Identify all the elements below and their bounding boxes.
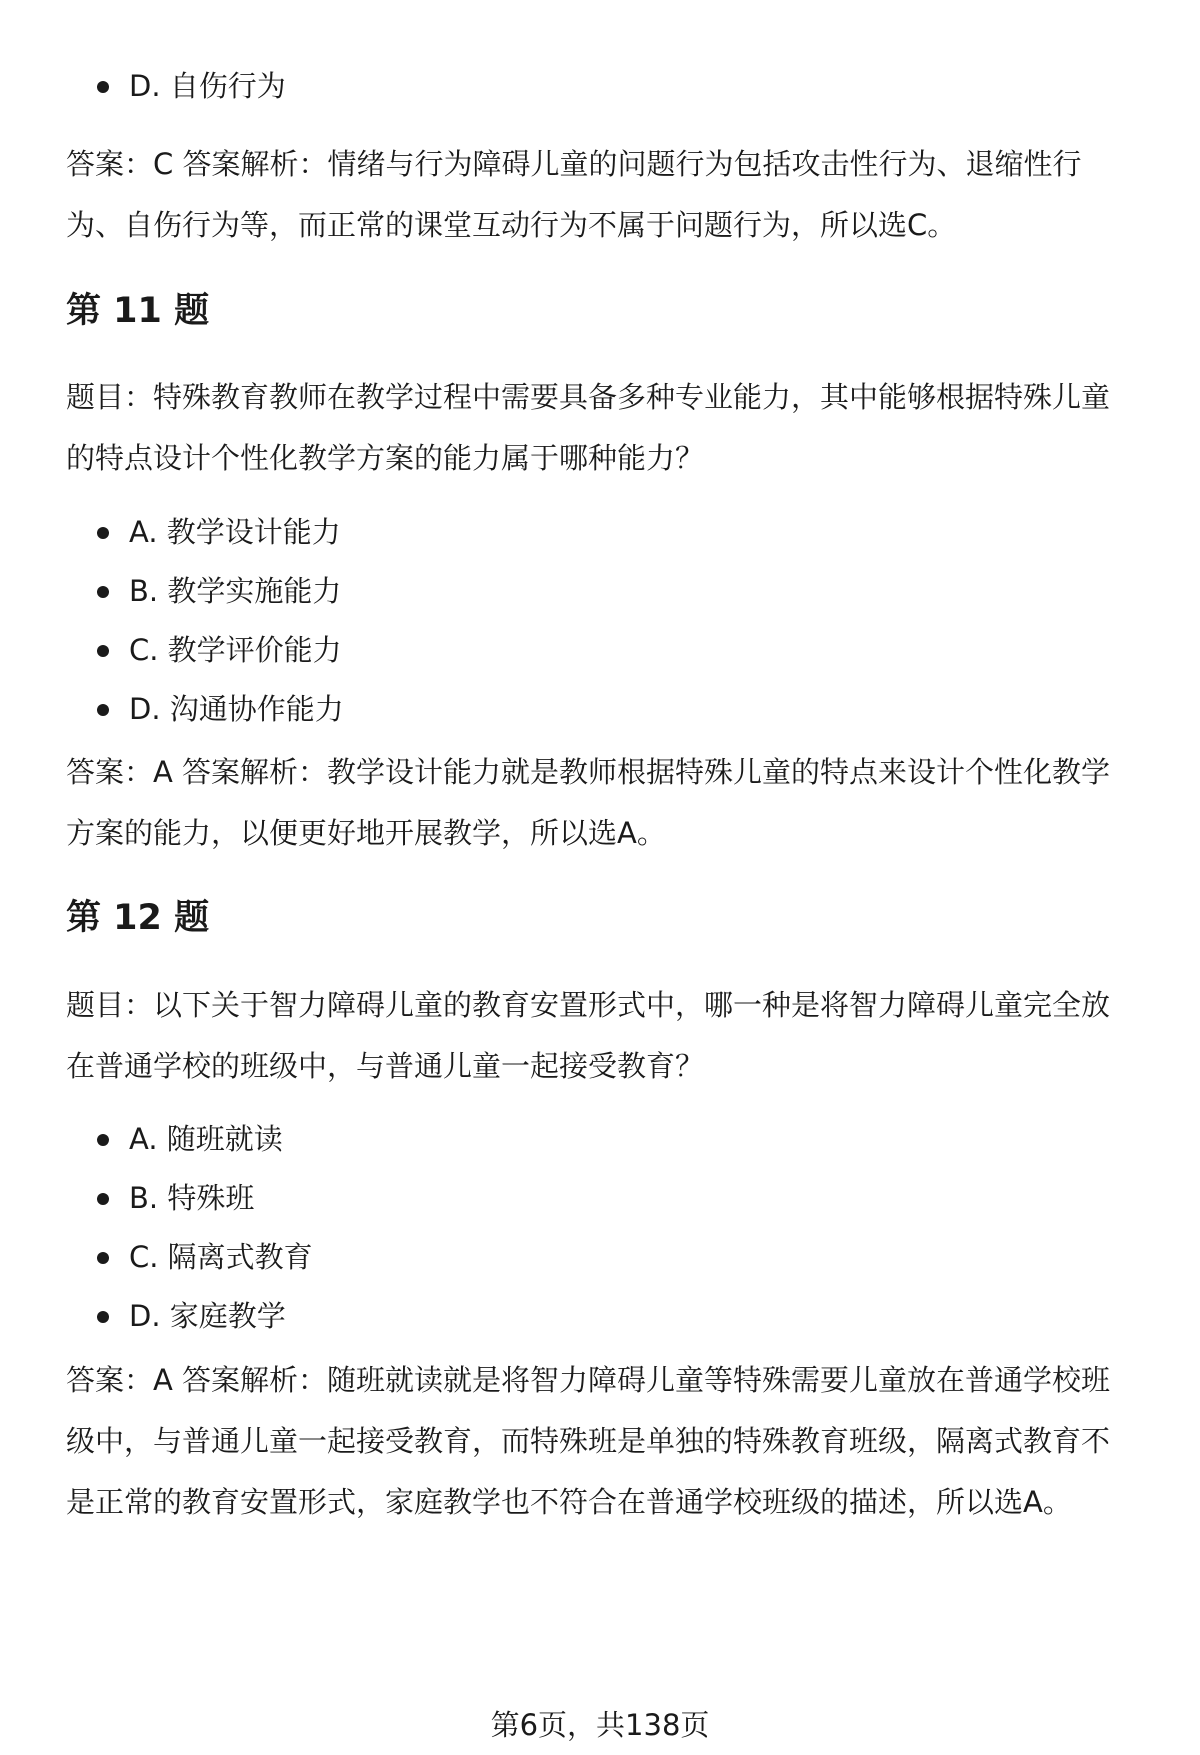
option-item: C. 隔离式教育 <box>73 1237 1130 1277</box>
q10-answer <box>66 134 1130 256</box>
answer-line: 方案的能力，以便更好地开展教学，所以选A。 <box>66 816 666 850</box>
answer-line: 是正常的教育安置形式，家庭教学也不符合在普通学校班级的描述，所以选A。 <box>66 1485 1072 1519</box>
option-item: D. 沟通协作能力 <box>73 689 1130 729</box>
q11-options <box>73 512 1130 748</box>
option-item: D. 自伤行为 <box>73 66 1130 106</box>
page-number-footer: 第6页，共138页 <box>490 1708 710 1742</box>
option-item: D. 家庭教学 <box>73 1296 1130 1336</box>
answer-line: 答案：A 答案解析：教学设计能力就是教师根据特殊儿童的特点来设计个性化教学 <box>66 755 1111 789</box>
option-item: B. 特殊班 <box>73 1178 1130 1218</box>
question-line: 题目：以下关于智力障碍儿童的教育安置形式中，哪一种是将智力障碍儿童完全放 <box>66 988 1111 1022</box>
question-line: 的特点设计个性化教学方案的能力属于哪种能力？ <box>66 441 705 475</box>
answer-line: 答案：A 答案解析：随班就读就是将智力障碍儿童等特殊需要儿童放在普通学校班 <box>66 1363 1111 1397</box>
q12-question <box>66 975 1130 1097</box>
q11-heading: 第 11 题 <box>66 291 210 331</box>
option-item: B. 教学实施能力 <box>73 571 1130 611</box>
question-line: 题目：特殊教育教师在教学过程中需要具备多种专业能力，其中能够根据特殊儿童 <box>66 380 1111 414</box>
q11-question <box>66 367 1130 489</box>
option-item: A. 教学设计能力 <box>73 512 1130 552</box>
question-line: 在普通学校的班级中，与普通儿童一起接受教育？ <box>66 1049 705 1083</box>
answer-line: 答案：C 答案解析：情绪与行为障碍儿童的问题行为包括攻击性行为、退缩性行 <box>66 147 1082 181</box>
q12-answer <box>66 1350 1130 1533</box>
answer-line: 为、自伤行为等，而正常的课堂互动行为不属于问题行为，所以选C。 <box>66 208 957 242</box>
q11-answer <box>66 742 1130 864</box>
answer-line: 级中，与普通儿童一起接受教育，而特殊班是单独的特殊教育班级，隔离式教育不 <box>66 1424 1111 1458</box>
q10-options <box>73 66 1130 125</box>
option-item: A. 随班就读 <box>73 1119 1130 1159</box>
option-item: C. 教学评价能力 <box>73 630 1130 670</box>
q12-heading: 第 12 题 <box>66 898 210 938</box>
q12-options <box>73 1119 1130 1355</box>
